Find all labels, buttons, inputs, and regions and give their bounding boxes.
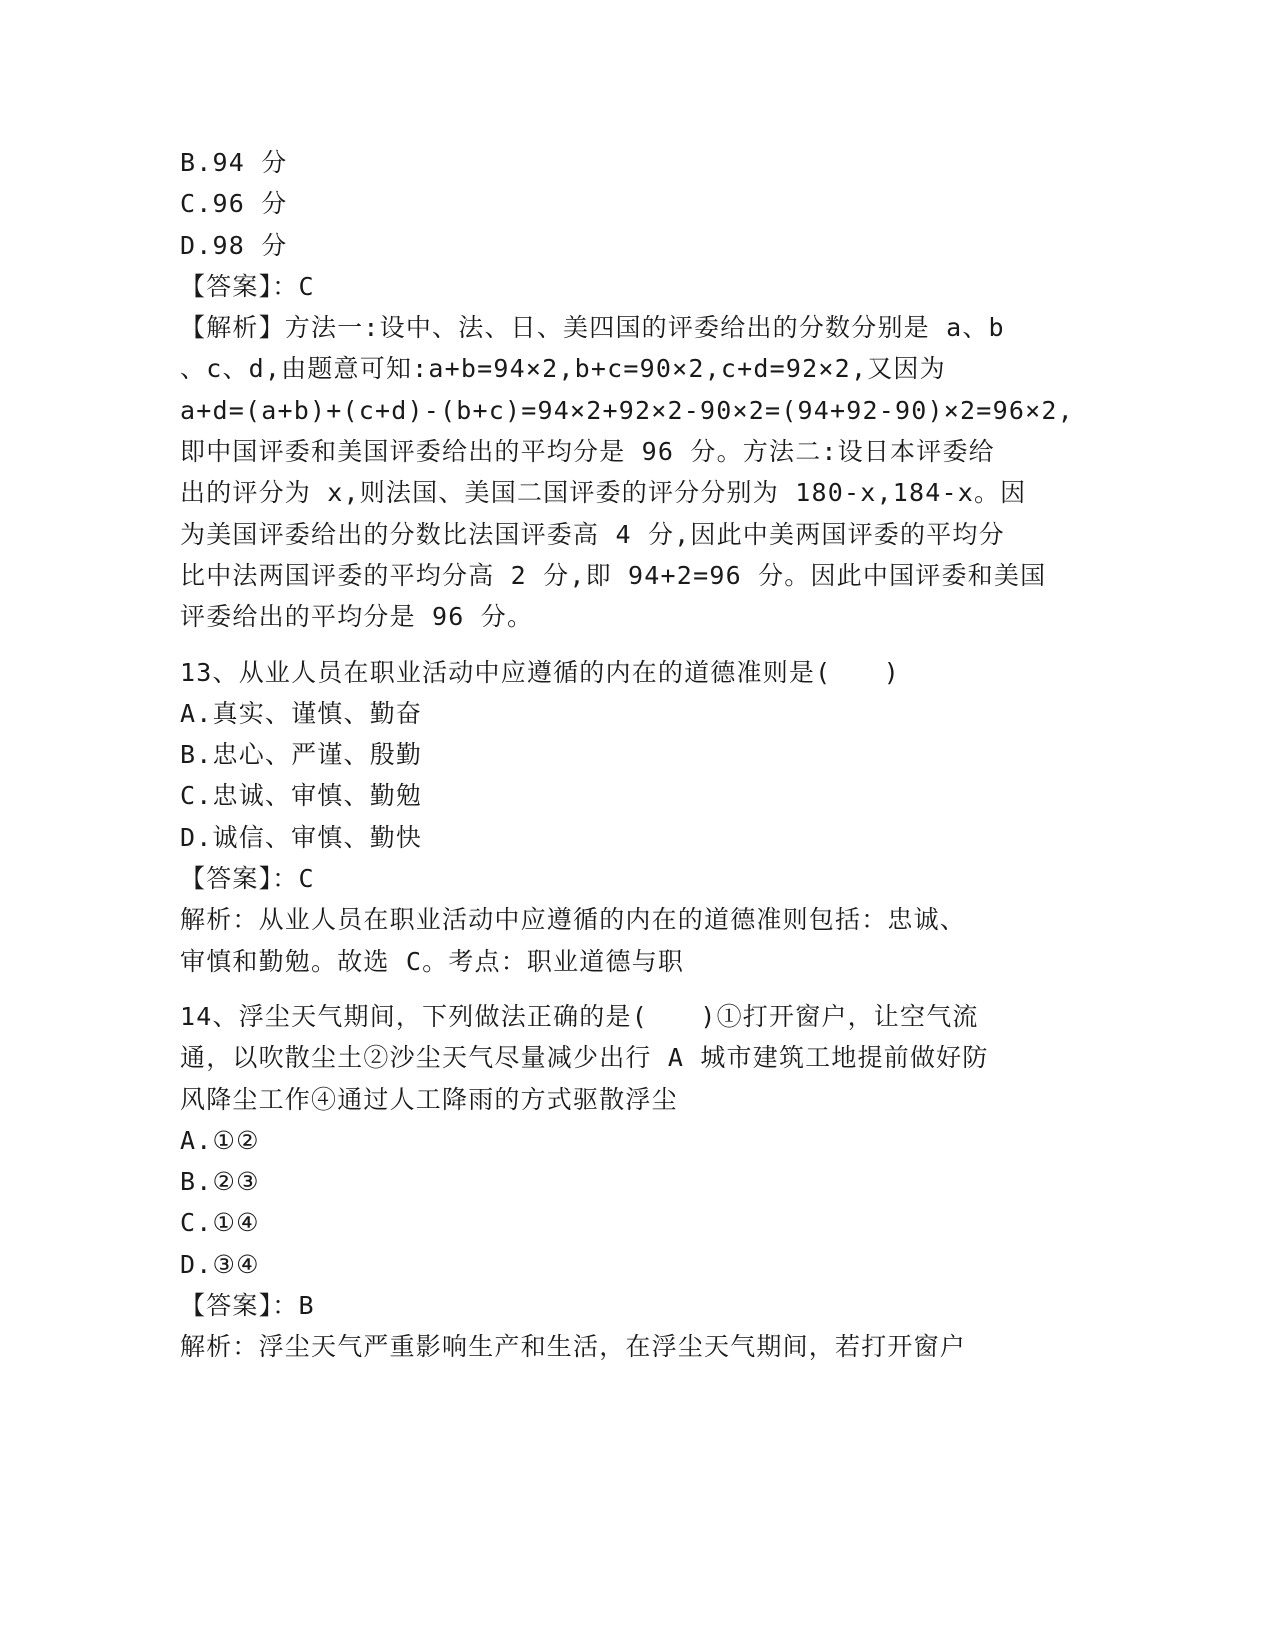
question-stem: 通，以吹散尘土②沙尘天气尽量减少出行 A 城市建筑工地提前做好防 [180,1043,989,1073]
question-stem: 13、从业人员在职业活动中应遵循的内在的道德准则是( ) [180,657,901,687]
option-c: C.96 分 [180,189,288,219]
analysis-line: 即中国评委和美国评委给出的平均分是 96 分。方法二:设日本评委给 [180,437,995,467]
question-14-section [180,996,1040,1368]
analysis-line: 比中法两国评委的平均分高 2 分,即 94+2=96 分。因此中国评委和美国 [180,560,1047,590]
answer: 【答案】：B [180,1291,315,1321]
option-d: D.98 分 [180,230,288,260]
analysis-line: 解析：浮尘天气严重影响生产和生活，在浮尘天气期间，若打开窗户 [180,1332,967,1362]
analysis-line: 、c、d,由题意可知:a+b=94×2,b+c=90×2,c+d=92×2,又因为 [180,354,946,384]
analysis-line: 解析：从业人员在职业活动中应遵循的内在的道德准则包括：忠诚、 [180,905,967,935]
question-stem: 14、浮尘天气期间，下列做法正确的是( )①打开窗户，让空气流 [180,1001,979,1031]
option-b: B.94 分 [180,148,288,177]
question-12-section [180,142,1074,638]
option-d: D.③④ [180,1249,260,1279]
option-a: A.①② [180,1125,260,1155]
analysis-line: a+d=(a+b)+(c+d)-(b+c)=94×2+92×2-90×2=(94+92-90)×2=96×2, [180,395,1074,425]
answer: 【答案】：C [180,271,315,301]
question-stem: 风降尘工作④通过人工降雨的方式驱散浮尘 [180,1084,678,1114]
analysis-line: 【解析】方法一:设中、法、日、美四国的评委给出的分数分别是 a、b [180,313,1005,343]
option-a: A.真实、谨慎、勤奋 [180,698,423,728]
analysis-line: 评委给出的平均分是 96 分。 [180,602,534,632]
analysis-line: 出的评分为 x,则法国、美国二国评委的评分分别为 180-x,184-x。因 [180,478,1027,508]
analysis-line: 为美国评委给出的分数比法国评委高 4 分,因此中美两国评委的平均分 [180,519,1005,549]
option-b: B.忠心、严谨、殷勤 [180,740,423,770]
option-b: B.②③ [180,1167,260,1197]
option-c: C.忠诚、审慎、勤勉 [180,781,423,811]
answer: 【答案】：C [180,864,315,894]
option-d: D.诚信、审慎、勤快 [180,822,423,852]
question-13-section [180,652,1040,982]
option-c: C.①④ [180,1208,260,1238]
document-page [180,142,1074,1368]
analysis-line: 审慎和勤勉。故选 C。考点：职业道德与职 [180,946,685,976]
